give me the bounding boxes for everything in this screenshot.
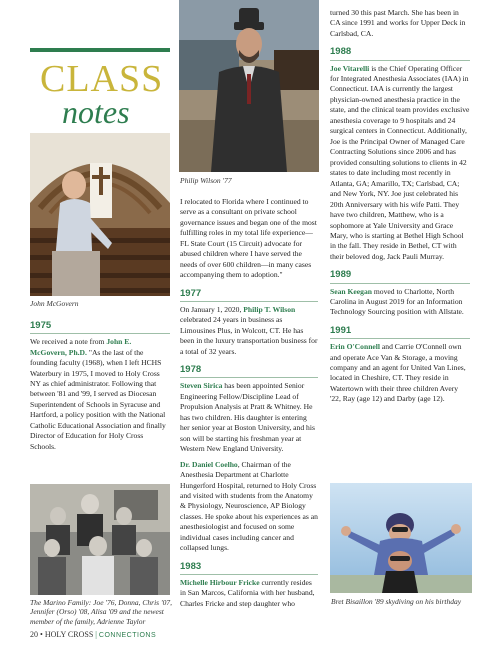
footer-bullet: • bbox=[40, 630, 43, 639]
alumni-name: Philip T. Wilson bbox=[243, 304, 296, 314]
alumni-name: Joe Vitarelli bbox=[330, 63, 370, 73]
column-2 bbox=[180, 197, 318, 614]
year-heading-1978: 1978 bbox=[180, 363, 318, 378]
alumni-name: Dr. Daniel Coelho bbox=[180, 459, 238, 469]
caption-john-mcgovern: John McGovern bbox=[30, 299, 79, 308]
footer-separator: | bbox=[95, 630, 97, 639]
year-heading-1983: 1983 bbox=[180, 560, 318, 575]
footer-school: HOLY CROSS bbox=[44, 630, 94, 639]
note-1978-coelho: Dr. Daniel Coelho, Chairman of the Anesthesia Department at Charlotte Hungerford Hospital, returned to Holy Cross and visited with students from the Anatomy & Physiology, Neuroscience, AP Biology classes. He spoke about his experiences as an anesthesiologist and focused on some individual cases including cancer and collapsed lungs. bbox=[180, 459, 318, 553]
photo-marino-family bbox=[30, 484, 170, 595]
header-rule bbox=[30, 48, 170, 52]
note-1983-cont: turned 30 this past March. She has been in CA since 1991 and works for Upper Deck in Carlsbad, CA. bbox=[330, 8, 466, 38]
photo-skydiving bbox=[330, 483, 472, 593]
section-title-class: CLASS bbox=[40, 58, 164, 100]
note-1991: Erin O'Connell and Carrie O'Connell own and operate Ace Van & Storage, a moving company and an agent for United Van Lines, located in Cheshire, CT. They reside in Watertown with their three children Avery '22, Ray (age 12) and Darby (age 12). bbox=[330, 342, 466, 404]
year-heading-1989: 1989 bbox=[330, 268, 470, 283]
note-1975: We received a note from John E. McGovern, Ph.D. "As the last of the founding faculty (1968), when I left HCHS Waterbury in 1975, I moved to Holy Cross NY as chief administrator. Following that between '81 and '99, I served as Diocesan Superintendent of Schools in Syracuse and Hartford, a policy position with the National Catholic Educational Association and finally Director of Education for Holy Cross Schools. bbox=[30, 337, 166, 451]
alumni-name: Sean Keegan bbox=[330, 286, 372, 296]
section-title-notes: notes bbox=[62, 94, 130, 130]
photo-philip-wilson bbox=[179, 0, 319, 172]
page-footer bbox=[30, 630, 156, 639]
note-1989: Sean Keegan moved to Charlotte, North Carolina in August 2019 for an Information Technology Sourcing position with Allstate. bbox=[330, 286, 464, 317]
alumni-name: Erin O'Connell bbox=[330, 342, 381, 352]
caption-marino-family: The Marino Family: Joe '76, Donna, Chris '07, Jennifer (Orso) '08, Alisa '09 and the newest member of the family, Adrienne Taylor bbox=[30, 598, 172, 626]
year-heading-1975: 1975 bbox=[30, 319, 170, 334]
alumni-name: John E. McGovern, Ph.D. bbox=[30, 337, 132, 357]
caption-philip-wilson: Philip Wilson '77 bbox=[180, 176, 232, 185]
note-1977: On January 1, 2020, Philip T. Wilson celebrated 24 years in business as Limousines Plus, in Wolcott, CT. He has been in the luxury transportation business for a total of 32 years. bbox=[180, 304, 318, 356]
alumni-name: Michelle Hirbour Fricke bbox=[180, 577, 260, 587]
alumni-name: Steven Sirica bbox=[180, 381, 223, 391]
year-heading-1988: 1988 bbox=[330, 45, 470, 60]
page-number: 20 bbox=[30, 630, 38, 639]
year-heading-1977: 1977 bbox=[180, 287, 318, 302]
note-philip-cont: I relocated to Florida where I continued to serve as a consultant on private school governance issues and began one of the most fulfilling roles in my total life experience—FL State Court (15 Circuit) advocate for abused children where I have served the needs of over 600 children—in many cases accompanying them to adoption." bbox=[180, 197, 317, 280]
note-1988: Joe Vitarelli is the Chief Operating Officer for Integrated Anesthesia Associates (IAA) in Connecticut. IAA is currently the largest physician-owned anesthesia practice in the state, and the clinical team provides exclusive anesthesia coverage to 9 hospitals and 24 surgical centers in Connecticut. Additionally, Joe is the Principal Owner of Managed Care Contracting Solutions since 2006 and has provided consulting solutions to clients in 42 states to date including most recently in Atlanta, GA; Amarillo, TX; Carlsbad, CA; and New York, NY. Joe just celebrated his 20th Anniversary with his wife Patti. They have two children, Matthew, who is a sophomore at Yale University and Grace Mary, who is starting at Bethel High School in the fall. They reside in Bethel, CT with their beloved dog, Jack Pauli Murray. bbox=[330, 63, 470, 261]
note-1978-sirica: Steven Sirica has been appointed Senior Engineering Fellow/Discipline Lead of Propulsion Analysis at Pratt & Whitney. He has two children. His daughter is entering her senior year at Boston University, and his son will be starting his freshman year at Western New England University. bbox=[180, 381, 315, 454]
year-heading-1991: 1991 bbox=[330, 324, 470, 339]
footer-section: CONNECTIONS bbox=[98, 632, 157, 639]
note-1983: Michelle Hirbour Fricke currently resides in San Marcos, California with her husband, Charles Fricke and step daughter who bbox=[180, 577, 315, 608]
photo-john-mcgovern bbox=[30, 133, 170, 296]
column-1 bbox=[30, 313, 170, 457]
column-3 bbox=[330, 8, 470, 410]
caption-skydiving: Bret Bisaillon '89 skydiving on his birthday bbox=[331, 597, 462, 606]
